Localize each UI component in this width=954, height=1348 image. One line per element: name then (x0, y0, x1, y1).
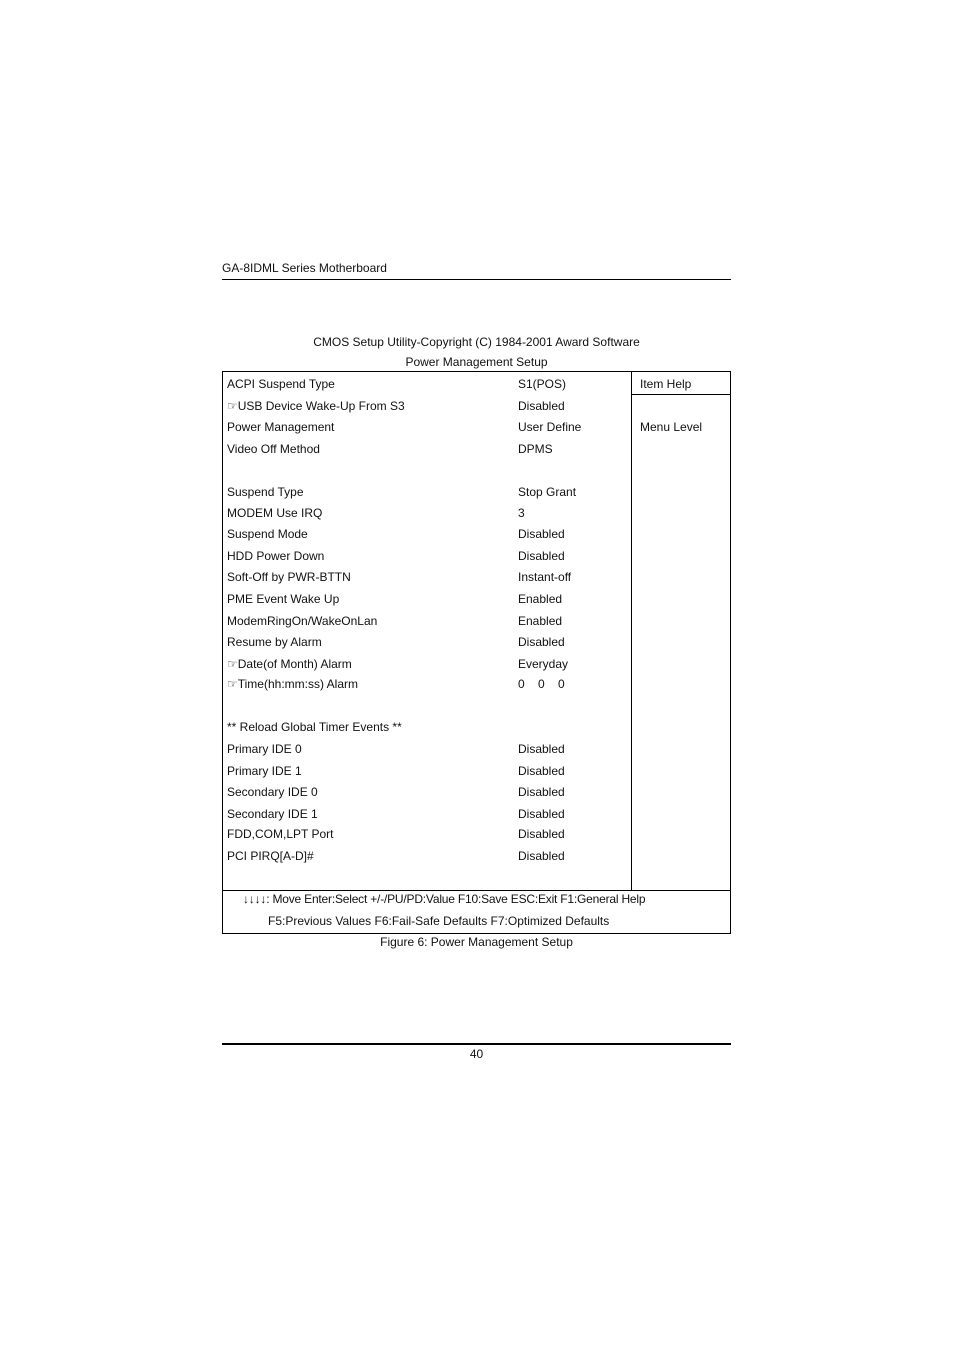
setup-item-value[interactable]: Disabled (518, 827, 565, 841)
setup-item-name: Suspend Mode (227, 527, 308, 541)
setup-item-name: HDD Power Down (227, 549, 325, 563)
help-column-divider (631, 372, 632, 890)
setup-item-value[interactable]: Disabled (518, 849, 565, 863)
utility-title: CMOS Setup Utility-Copyright (C) 1984-2001 Award Software (313, 335, 640, 349)
menu-level-text: Menu Level (640, 420, 703, 434)
setup-item-value[interactable]: Everyday (518, 657, 569, 671)
setup-item-value[interactable]: 3 (518, 506, 525, 520)
setup-item-value[interactable]: User Define (518, 420, 582, 434)
setup-item-value[interactable]: Disabled (518, 764, 565, 778)
page-number: 40 (469, 1047, 484, 1061)
setup-item-name: PCI PIRQ[A-D]# (227, 849, 314, 863)
footer-rule (223, 890, 730, 891)
setup-item-value[interactable]: Disabled (518, 527, 565, 541)
setup-item-name: Primary IDE 1 (227, 764, 302, 778)
setup-item-name: ☞Time(hh:mm:ss) Alarm (227, 677, 358, 691)
setup-item-value[interactable]: DPMS (518, 442, 553, 456)
setup-item-value[interactable]: Disabled (518, 399, 565, 413)
setup-item-name: PME Event Wake Up (227, 592, 340, 606)
setup-item-name: Power Management (227, 420, 335, 434)
bios-setup-screen (222, 371, 731, 934)
setup-item-name: Suspend Type (227, 485, 304, 499)
setup-item-name: ☞Date(of Month) Alarm (227, 657, 352, 671)
setup-item-name: Soft-Off by PWR-BTTN (227, 570, 351, 584)
setup-item-name: MODEM Use IRQ (227, 506, 323, 520)
footer-page-rule (222, 1043, 731, 1045)
key-help-line-2: F5:Previous Values F6:Fail-Safe Defaults F7:Optimized Defaults (268, 914, 610, 928)
item-help-title: Item Help (640, 377, 692, 391)
setup-item-name: FDD,COM,LPT Port (227, 827, 334, 841)
setup-item-name: Secondary IDE 1 (227, 807, 318, 821)
setup-item-name: ACPI Suspend Type (227, 377, 335, 391)
section-heading: ** Reload Global Timer Events ** (227, 720, 402, 734)
screen-title: Power Management Setup (405, 355, 548, 369)
figure-caption: Figure 6: Power Management Setup (380, 935, 573, 949)
setup-item-name: ModemRingOn/WakeOnLan (227, 614, 378, 628)
setup-item-value[interactable]: Enabled (518, 592, 563, 606)
help-title-rule (631, 394, 730, 395)
setup-item-value[interactable]: Enabled (518, 614, 563, 628)
setup-item-value[interactable]: Stop Grant (518, 485, 577, 499)
setup-item-value[interactable]: Disabled (518, 549, 565, 563)
setup-item-value[interactable]: S1(POS) (518, 377, 567, 391)
setup-item-value[interactable]: Disabled (518, 742, 565, 756)
setup-item-value[interactable]: Instant-off (518, 570, 572, 584)
setup-item-name: Video Off Method (227, 442, 320, 456)
setup-item-name: Secondary IDE 0 (227, 785, 318, 799)
setup-item-value[interactable]: Disabled (518, 635, 565, 649)
setup-item-value[interactable]: Disabled (518, 807, 565, 821)
setup-item-value[interactable]: Disabled (518, 785, 565, 799)
key-help-line-1: ↓↓↓↓: Move Enter:Select +/-/PU/PD:Value F10:Save ESC:Exit F1:General Help (243, 892, 646, 906)
page-header: GA-8IDML Series Motherboard (222, 261, 387, 275)
setup-item-name: Resume by Alarm (227, 635, 322, 649)
setup-item-value[interactable]: 0 0 0 (518, 677, 565, 691)
setup-item-name: Primary IDE 0 (227, 742, 302, 756)
setup-item-name: ☞USB Device Wake-Up From S3 (227, 399, 405, 413)
header-rule (222, 279, 731, 280)
